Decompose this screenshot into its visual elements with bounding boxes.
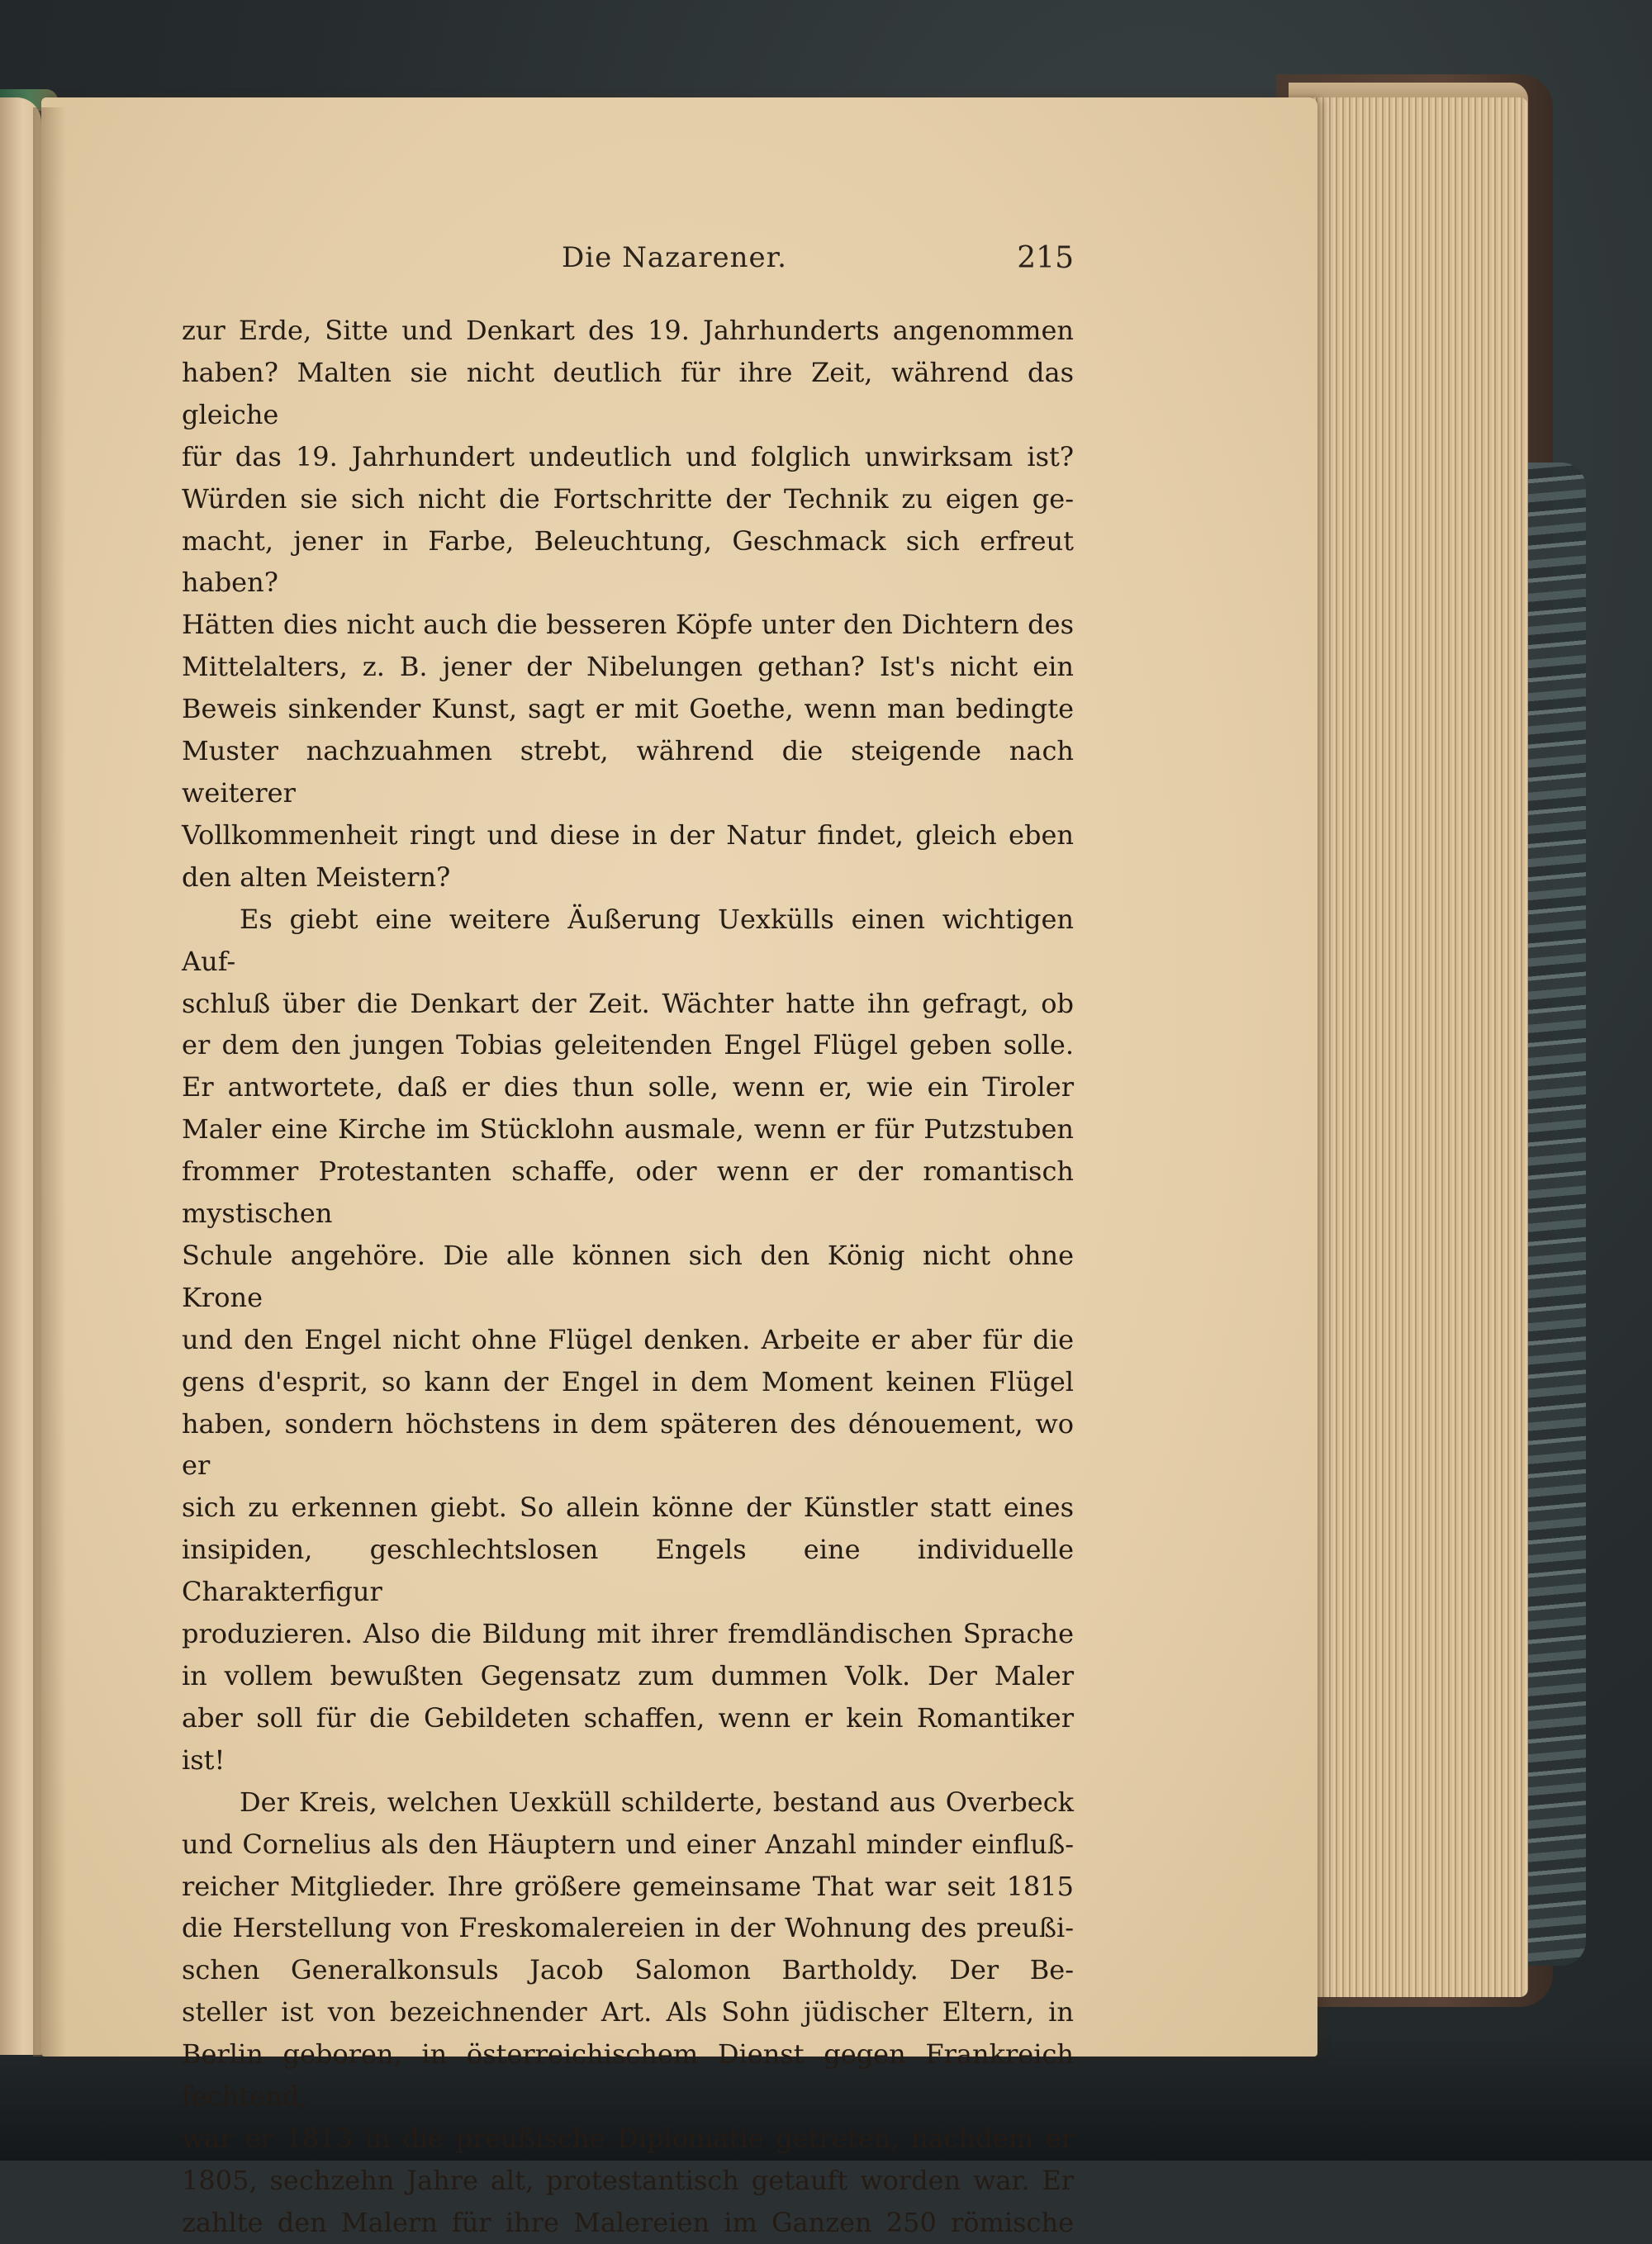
text-line: war er 1813 in die preußische Diplomatie getreten, nachdem er bbox=[182, 2122, 1074, 2154]
text-line: haben, sondern höchstens in dem späteren des dénouement, wo er bbox=[182, 1407, 1074, 1482]
text-line: Muster nachzuahmen strebt, während die steigende nach weiterer bbox=[182, 735, 1074, 809]
text-line: zur Erde, Sitte und Denkart des 19. Jahrhunderts angenommen bbox=[182, 315, 1074, 346]
page-gutter-shadow bbox=[33, 107, 66, 2057]
text-line: Hätten dies nicht auch die besseren Köpfe unter den Dichtern des bbox=[182, 609, 1074, 641]
text-line: Würden sie sich nicht die Fortschritte der Technik zu eigen ge- bbox=[182, 482, 1074, 515]
body-text bbox=[182, 310, 1074, 2244]
text-line: Er antwortete, daß er dies thun solle, wenn er, wie ein Tiroler bbox=[182, 1071, 1074, 1103]
running-title: Die Nazarener. bbox=[562, 241, 787, 274]
text-line: schluß über die Denkart der Zeit. Wächter hatte ihn gefragt, ob bbox=[182, 987, 1074, 1019]
text-line: und den Engel nicht ohne Flügel denken. Arbeite er aber für die bbox=[182, 1323, 1074, 1355]
text-line: in vollem bewußten Gegensatz zum dummen Volk. Der Maler bbox=[182, 1660, 1074, 1691]
text-line: produzieren. Also die Bildung mit ihrer fremdländischen Sprache bbox=[182, 1618, 1074, 1650]
text-line: reicher Mitglieder. Ihre größere gemeinsame That war seit 1815 bbox=[182, 1870, 1074, 1902]
page-number: 215 bbox=[1017, 241, 1074, 275]
text-line: den alten Meistern? bbox=[182, 861, 451, 893]
text-line: zahlte den Malern für ihre Malereien im Ganzen 250 römische bbox=[182, 2206, 1074, 2238]
text-line: frommer Protestanten schaffe, oder wenn er der romantisch mystischen bbox=[182, 1155, 1074, 1230]
text-line: sich zu erkennen giebt. So allein könne der Künstler statt eines bbox=[182, 1492, 1074, 1524]
text-line: und Cornelius als den Häuptern und einer Anzahl minder einfluß- bbox=[182, 1828, 1074, 1860]
text-line: für das 19. Jahrhundert undeutlich und folglich unwirksam ist? bbox=[182, 440, 1074, 472]
text-line: er dem den jungen Tobias geleitenden Engel Flügel geben solle. bbox=[182, 1029, 1074, 1061]
text-line: Beweis sinkender Kunst, sagt er mit Goethe, wenn man bedingte bbox=[182, 693, 1074, 725]
text-line: haben? Malten sie nicht deutlich für ihre Zeit, während das gleiche bbox=[182, 356, 1074, 430]
text-line: steller ist von bezeichnender Art. Als Sohn jüdischer Eltern, in bbox=[182, 1996, 1074, 2028]
text-line: 1805, sechzehn Jahre alt, protestantisch getauft worden war. Er bbox=[182, 2164, 1074, 2196]
text-line: Es giebt eine weitere Äußerung Uexkülls einen wichtigen Auf- bbox=[182, 903, 1074, 977]
text-line: Mittelalters, z. B. jener der Nibelungen gethan? Ist's nicht ein bbox=[182, 651, 1074, 683]
text-line: gens d'esprit, so kann der Engel in dem Moment keinen Flügel bbox=[182, 1365, 1074, 1397]
text-line: Maler eine Kirche im Stücklohn ausmale, wenn er für Putzstuben bbox=[182, 1113, 1074, 1146]
text-line: insipiden, geschlechtslosen Engels eine individuelle Charakterfigur bbox=[182, 1534, 1074, 1608]
text-line: Berlin geboren, in österreichischem Dienst gegen Frankreich fechtend, bbox=[182, 2038, 1074, 2113]
text-line: macht, jener in Farbe, Beleuchtung, Geschmack sich erfreut haben? bbox=[182, 524, 1074, 599]
text-line: Vollkommenheit ringt und diese in der Natur findet, gleich eben bbox=[182, 818, 1074, 851]
page-block-edges bbox=[1313, 97, 1528, 1997]
text-line: schen Generalkonsuls Jacob Salomon Bartholdy. Der Be- bbox=[182, 1954, 1074, 1986]
text-line: aber soll für die Gebildeten schaffen, wenn er kein Romantiker ist! bbox=[182, 1701, 1074, 1776]
text-line: Der Kreis, welchen Uexküll schilderte, bestand aus Overbeck bbox=[240, 1786, 1074, 1818]
page-header bbox=[173, 241, 1074, 287]
text-line: Schule angehöre. Die alle können sich den König nicht ohne Krone bbox=[182, 1239, 1074, 1313]
text-line: die Herstellung von Freskomalereien in der Wohnung des preußi- bbox=[182, 1912, 1074, 1944]
